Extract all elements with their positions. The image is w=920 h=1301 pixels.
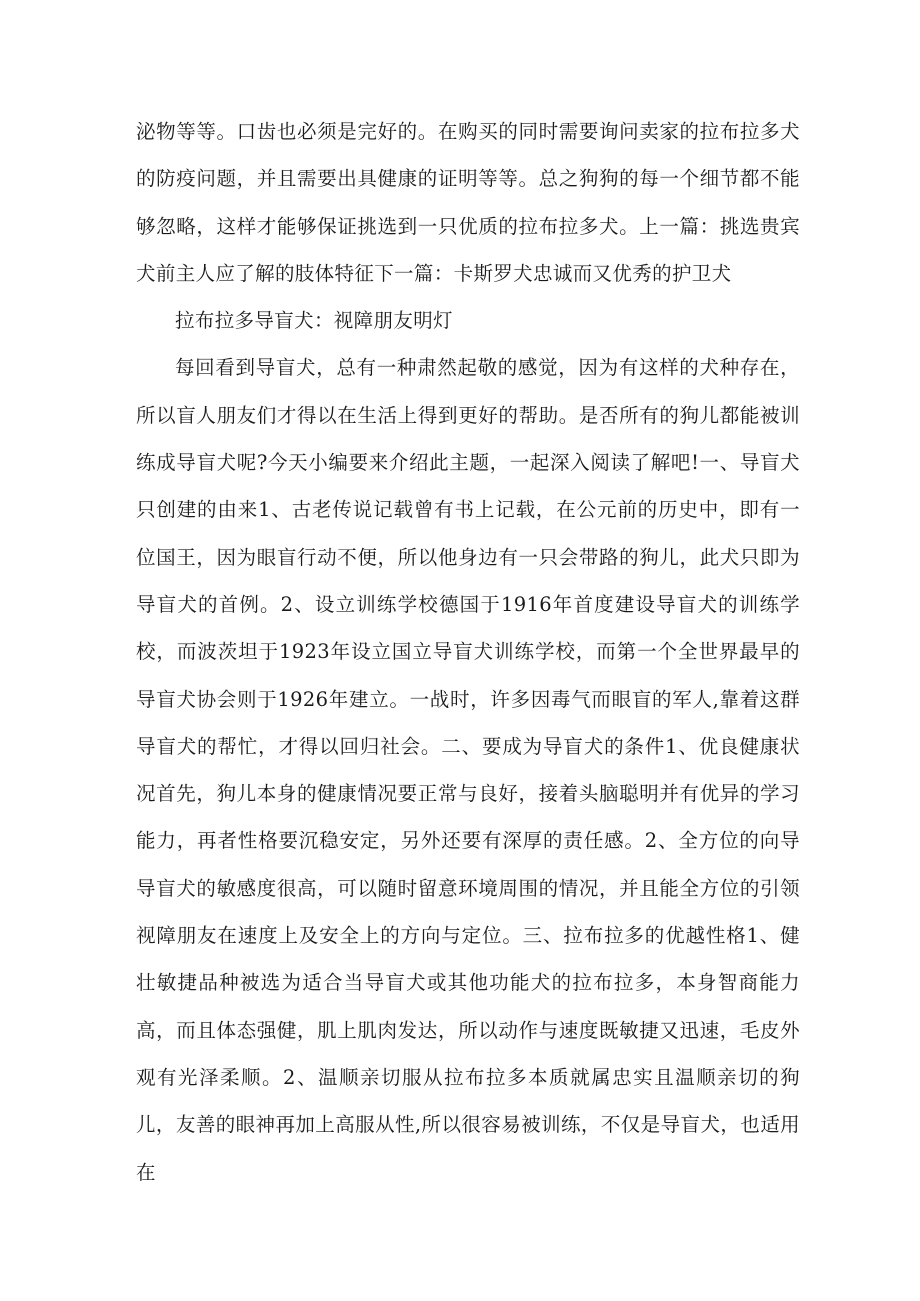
article-title: 拉布拉多导盲犬：视障朋友明灯 xyxy=(175,309,453,333)
article-paragraph: 每回看到导盲犬，总有一种肃然起敬的感觉，因为有这样的犬种存在，所以盲人朋友们才得以在生活上得到更好的帮助。是否所有的狗儿都能被训练成导盲犬呢?今天小编要来介绍此主题，一起深入阅读了解吧!一、导盲犬只创建的由来1、古老传说记载曾有书上记载，在公元前的历史中，即有一位国王，因为眼盲行动不便，所以他身边有一只会带路的狗儿，此犬只即为导盲犬的首例。2、设立训练学校德国于1916年首度建设导盲犬的训练学校，而波茨坦于1923年设立国立导盲犬训练学校，而第一个全世界最早的导盲犬协会则于1926年建立。一战时，许多因毒气而眼盲的军人,靠着这群导盲犬的帮忙，才得以回归社会。二、要成为导盲犬的条件1、优良健康状况首先，狗儿本身的健康情况要正常与良好，接着头脑聪明并有优异的学习能力，再者性格要沉稳安定，另外还要有深厚的责任感。2、全方位的向导导盲犬的敏感度很高，可以随时留意环境周围的情况，并且能全方位的引领视障朋友在速度上及安全上的方向与定位。三、拉布拉多的优越性格1、健壮敏捷品种被选为适合当导盲犬或其他功能犬的拉布拉多，本身智商能力高，而且体态强健，肌上肌肉发达，所以动作与速度既敏捷又迅速，毛皮外观有光泽柔顺。2、温顺亲切服从拉布拉多本质就属忠实且温顺亲切的狗儿，友善的眼神再加上高服从性,所以很容易被训练，不仅是导盲犬，也适用在 xyxy=(136,356,800,1184)
document-body xyxy=(136,108,800,1196)
continuation-paragraph: 泌物等等。口齿也必须是完好的。在购买的同时需要询问卖家的拉布拉多犬的防疫问题，并且需要出具健康的证明等等。总之狗狗的每一个细节都不能够忽略，这样才能够保证挑选到一只优质的拉布拉多犬。上一篇：挑选贵宾犬前主人应了解的肢体特征下一篇：卡斯罗犬忠诚而又优秀的护卫犬 xyxy=(136,120,800,285)
